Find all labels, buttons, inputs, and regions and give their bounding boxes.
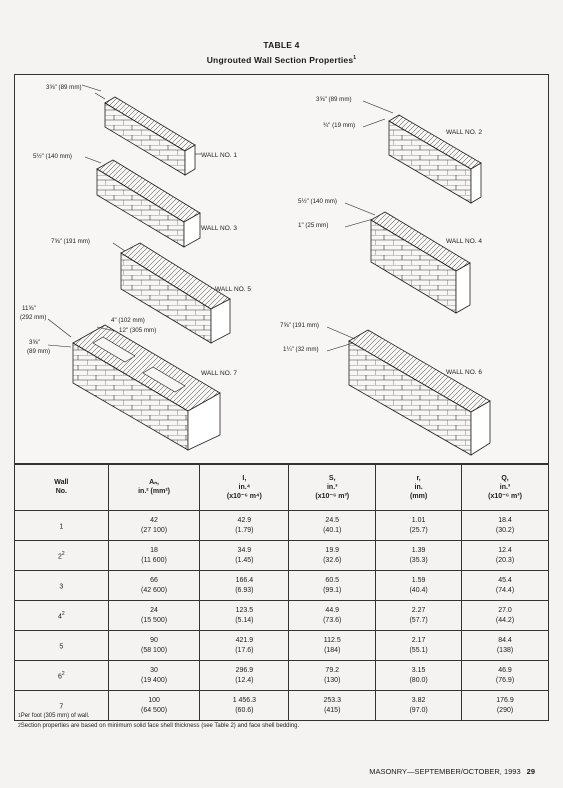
- cell-wall: 3: [15, 571, 109, 601]
- wall-4-label: WALL NO. 4: [446, 238, 483, 245]
- table-row: [15, 631, 549, 661]
- cell-an: 18 (11 600): [108, 541, 200, 571]
- cell-wall: $4^2$: [15, 601, 109, 631]
- footnote-2: $^2$Section properties are based on minimum solid face shell thickness (see Table 2) and face shell bedding.: [18, 723, 300, 729]
- cell-an: 24 (15 500): [108, 601, 200, 631]
- cell-r: 1.39 (35.3): [376, 541, 462, 571]
- subtitle-text: Ungrouted Wall Section Properties: [206, 55, 354, 65]
- page-number: 29: [526, 767, 535, 776]
- cell-q: 18.4 (30.2): [462, 511, 549, 541]
- cell-r: 2.17 (55.1): [376, 631, 462, 661]
- header-an: Aₙ, in.² (mm²): [108, 464, 200, 511]
- cell-s: 24.5 (40.1): [289, 511, 376, 541]
- wall-6-dim-a: 7⅝" (191 mm): [280, 322, 319, 329]
- table-row: [15, 511, 549, 541]
- cell-i: 42.9 (1.79): [200, 511, 289, 541]
- page-footer: [369, 767, 535, 776]
- wall-4-dim-a: 5½" (140 mm): [298, 198, 337, 205]
- wall-5-label: WALL NO. 5: [215, 286, 252, 293]
- cell-i: 1 456.3 (60.6): [200, 691, 289, 721]
- cell-r: 3.82 (97.0): [376, 691, 462, 721]
- cell-r: 3.15 (80.0): [376, 661, 462, 691]
- cell-wall: $6^2$: [15, 661, 109, 691]
- wall-4-dim-b: 1" (25 mm): [298, 222, 329, 229]
- wall-6-dim-b: 1¼" (32 mm): [283, 346, 319, 353]
- table-row: [15, 661, 549, 691]
- wall-1-dim-label: 3⅝" (89 mm): [46, 84, 82, 91]
- table-body: [15, 511, 549, 721]
- cell-s: 60.5 (99.1): [289, 571, 376, 601]
- cell-s: 44.9 (73.6): [289, 601, 376, 631]
- wall-2-dim-b: ¾" (19 mm): [323, 122, 356, 129]
- wall-7-dim-a: 11⅝": [22, 305, 36, 312]
- cell-wall: 5: [15, 631, 109, 661]
- cell-q: 12.4 (20.3): [462, 541, 549, 571]
- wall-2-label: WALL NO. 2: [446, 129, 483, 136]
- cell-wall: $2^2$: [15, 541, 109, 571]
- wall-illustrations: [14, 74, 549, 465]
- table-subtitle: [0, 55, 563, 65]
- cell-q: 27.0 (44.2): [462, 601, 549, 631]
- cell-an: 100 (64 500): [108, 691, 200, 721]
- table-row: [15, 691, 549, 721]
- wall-7-dim-b: 4" (102 mm): [111, 317, 145, 324]
- wall-7-dim-c: 12" (305 mm): [119, 327, 157, 334]
- cell-r: 2.27 (57.7): [376, 601, 462, 631]
- wall-3-dim-label: 5½" (140 mm): [33, 153, 72, 160]
- cell-s: 253.3 (415): [289, 691, 376, 721]
- wall-7-label: WALL NO. 7: [201, 370, 238, 377]
- wall-6-drawing: [349, 330, 490, 455]
- table-row: [15, 601, 549, 631]
- table-title: TABLE 4: [263, 40, 300, 50]
- header-r: r, in. (mm): [376, 464, 462, 511]
- subtitle-footnote-mark: 1: [353, 55, 357, 61]
- cell-q: 45.4 (74.4): [462, 571, 549, 601]
- wall-2-dim-a: 3⅝" (89 mm): [316, 96, 352, 103]
- cell-i: 166.4 (6.93): [200, 571, 289, 601]
- cell-an: 66 (42 600): [108, 571, 200, 601]
- cell-q: 46.9 (76.9): [462, 661, 549, 691]
- cell-i: 296.9 (12.4): [200, 661, 289, 691]
- cell-wall: 1: [15, 511, 109, 541]
- wall-5-dim-label: 7⅝" (191 mm): [51, 238, 90, 245]
- header-i: I, in.⁴ (x10⁻⁶ m⁴): [200, 464, 289, 511]
- cell-q: 176.9 (290): [462, 691, 549, 721]
- wall-1-label: WALL NO. 1: [201, 152, 238, 159]
- cell-i: 123.5 (5.14): [200, 601, 289, 631]
- footer-journal: MASONRY—SEPTEMBER/OCTOBER, 1993: [369, 767, 521, 776]
- cell-r: 1.59 (40.4): [376, 571, 462, 601]
- cell-an: 42 (27 100): [108, 511, 200, 541]
- cell-s: 19.9 (32.6): [289, 541, 376, 571]
- cell-i: 34.9 (1.45): [200, 541, 289, 571]
- cell-an: 90 (58 100): [108, 631, 200, 661]
- header-q: Q, in.³ (x10⁻⁶ m³): [462, 464, 549, 511]
- cell-q: 84.4 (138): [462, 631, 549, 661]
- wall-6-label: WALL NO. 6: [446, 369, 483, 376]
- wall-7-dim-d: 3⅝": [29, 339, 40, 346]
- cell-wall: 7: [15, 691, 109, 721]
- table-row: [15, 541, 549, 571]
- footnote-1: $^1$Per foot (305 mm) of wall.: [18, 713, 90, 719]
- table-header-row: [15, 464, 549, 511]
- cell-r: 1.01 (25.7): [376, 511, 462, 541]
- wall-4-drawing: [371, 212, 470, 313]
- header-wall: Wall No.: [15, 464, 109, 511]
- cell-s: 79.2 (130): [289, 661, 376, 691]
- table-row: [15, 571, 549, 601]
- cell-i: 421.9 (17.6): [200, 631, 289, 661]
- wall-7-drawing: [73, 325, 220, 450]
- cell-s: 112.5 (184): [289, 631, 376, 661]
- wall-7-dim-d-metric: (89 mm): [27, 348, 51, 355]
- header-s: S, in.³ (x10⁻⁶ m³): [289, 464, 376, 511]
- section-properties-table: [14, 463, 549, 721]
- wall-3-label: WALL NO. 3: [201, 225, 238, 232]
- cell-an: 30 (19 400): [108, 661, 200, 691]
- wall-7-dim-a-metric: (292 mm): [20, 314, 47, 321]
